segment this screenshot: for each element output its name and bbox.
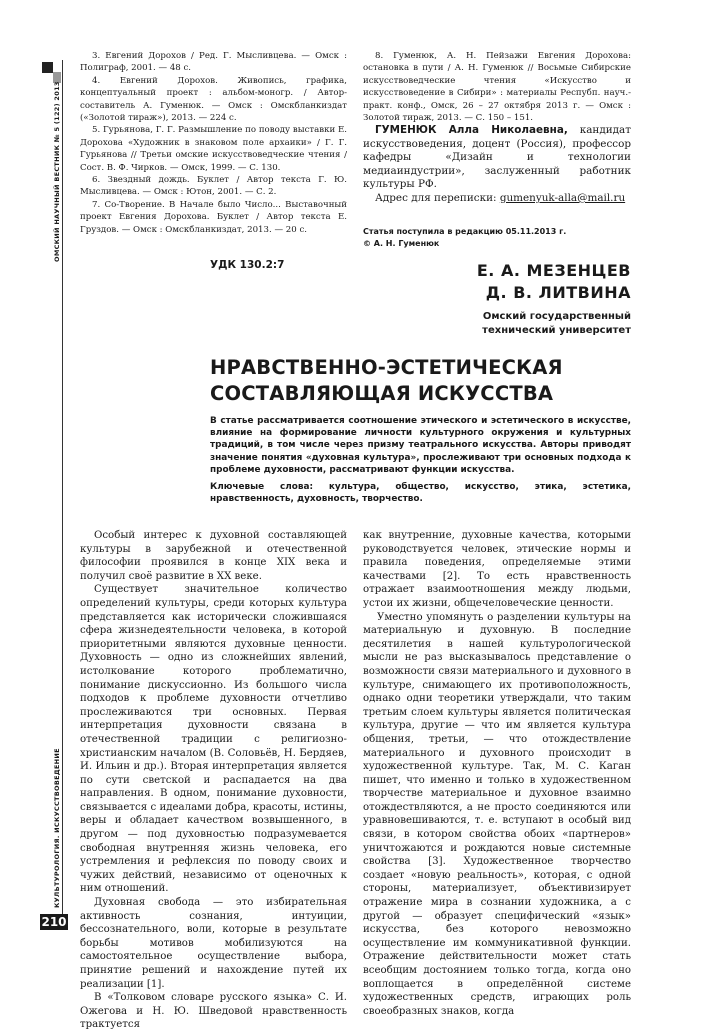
body-column-left xyxy=(80,529,347,1032)
authors xyxy=(400,260,631,304)
body-paragraph: В «Толковом словаре русского языка» С. И. Ожегова и Н. Ю. Шведовой нравственность трактуется xyxy=(80,992,347,1031)
affiliation-line: Омский государственный xyxy=(482,311,631,322)
reference-item: 7. Со-Творение. В Начале было Число... Выставочный проект Евгения Дорохова. Буклет / Автор текста Е. Груздов. — Омск : Омскбланкиздат, 2013. — 20 с. xyxy=(80,199,347,235)
udk-code: УДК 130.2:7 xyxy=(210,259,285,271)
affiliation xyxy=(400,310,631,338)
body-paragraph: Существует значительное количество определений культуры, среди которых культура представляется как исторически сложившаяся сфера жизнедеятельности человека, в которой приоритетными являются духовные ценности. Духовность — одно из сложнейших явлений, истолкование которого проблематично, понимание дискуссионно. Из большого числа подходов к проблеме духовности отчетливо прослеживаются три основных. Первая интерпретация духовности связана в отечественной традиции с религиозно-христианским началом (В. Соловьёв, Н. Бердяев, И. Ильин и др.). Вторая интерпретация является по сути светской и распадается на два направления. В одном, понимание духовности, связывается с идеалами добра, красоты, истины, веры и обладает качеством возвышенного, в другом — под духовностью подразумевается свободная внутренняя жизнь человека, его устремления и рефлексия по поводу своих и чужих действий, независимо от оценочных к ним отношений. xyxy=(80,584,347,895)
author-name: Д. В. ЛИТВИНА xyxy=(485,283,631,302)
sidebar-section: КУЛЬТУРОЛОГИЯ. ИСКУССТВОВЕДЕНИЕ xyxy=(53,748,61,908)
reference-item: 3. Евгений Дорохов / Ред. Г. Мысливцева. — Омск : Полиграф, 2001. — 48 с. xyxy=(80,51,347,74)
sidebar-rule xyxy=(62,60,63,930)
body-column-right xyxy=(363,529,631,1018)
title-line: СОСТАВЛЯЮЩАЯ ИСКУССТВА xyxy=(210,382,554,405)
author-name: Е. А. МЕЗЕНЦЕВ xyxy=(476,261,631,280)
body-paragraph: как внутренние, духовные качества, которыми руководствуется человек, этические нормы и правила поведения, определяемые этими качествами [2]. То есть нравственность отражает взаимоотношения между людьми, устои их жизни, общечеловеческие ценности. xyxy=(363,530,631,609)
body-paragraph: Особый интерес к духовной составляющей культуры в зарубежной и отечественной философии проявился в конце XIX века и получил своё развитие в XX веке. xyxy=(80,530,347,582)
keywords: Ключевые слова: культура, общество, искусство, этика, эстетика, нравственность, духовность, творчество. xyxy=(210,482,631,505)
copyright: © А. Н. Гуменюк xyxy=(363,239,440,248)
references-right xyxy=(363,50,631,124)
sidebar-journal: ОМСКИЙ НАУЧНЫЙ ВЕСТНИК № 5 (122) 2013 xyxy=(53,81,61,262)
reference-item: 5. Гурьянова, Г. Г. Размышление по поводу выставки Е. Дорохова «Художник в знаковом поле архаики» / Г. Г. Гурьянова // Третьи омские искусствоведческие чтения / Сост. В. Ф. Чирков. — Омск, 1999. — С. 130. xyxy=(80,125,347,173)
reference-item: 4. Евгений Дорохов. Живопись, графика, концептуальный проект : альбом-моногр. / Автор-составитель А. Гуменюк. — Омск : Омскбланкиздат («Золотой тираж»), 2013. — 224 с. xyxy=(80,75,347,124)
page-number: 210 xyxy=(41,915,67,929)
author-bio-text: кандидат искусствоведения, доцент (Россия), профессор кафедры «Дизайн и технологии медиаиндустрии», заслуженный работник культуры РФ. xyxy=(363,124,631,191)
body-paragraph: Уместно упомянуть о разделении культуры на материальную и духовную. В последние десятилетия в нашей культурологической мысли не раз высказывалось представление о возможности связи материального и духовного в культуре, снимающего их противоположность, однако одни теоретики утверждали, что таким третьим слоем культуры является политическая культура, другие — что им является культура общения, третьи, — что отождествление материального и духовного происходит в художественной культуре. Так, М. С. Каган пишет, что именно и только в художественном творчестве материальное и духовное взаимно отождествляются, а не просто соединяются или уравновешиваются, т. е. вступают в особый вид связи, в котором свойства обоих «партнеров» уничтожаются и рождаются новые системные свойства [3]. Художественное творчество создает «новую реальность», которая, с одной стороны, материализует, объективизирует отражение мира в сознании художника, а с другой — образует специфический «язык» искусства, без которого невозможно осуществление им коммуникативной функции. Отражение действительности может стать всеобщим достоянием только тогда, когда оно воплощается в определённой системе художественных средств, играющих роль своеобразных знаков, когда xyxy=(363,611,631,1017)
references-left xyxy=(80,50,347,236)
received-date: Статья поступила в редакцию 05.11.2013 г. xyxy=(363,227,567,236)
article-title xyxy=(210,355,640,407)
title-line: НРАВСТВЕННО-ЭСТЕТИЧЕСКАЯ xyxy=(210,356,563,379)
author-email-link[interactable]: gumenyuk-alla@mail.ru xyxy=(499,191,626,204)
abstract: В статье рассматривается соотношение этического и эстетического в искусстве, влияние на формирование личности культурного окружения и культурных традиций, в том числе через призму театрального искусства. Авторы приводят значение понятия «духовная культура», прослеживают три основных подхода к проблеме духовности, рассматривают функции искусства. xyxy=(210,416,631,475)
reference-item: 6. Звездный дождь. Буклет / Автор текста Г. Ю. Мысливцева. — Омск : Ютон, 2001. — С. 2. xyxy=(80,175,347,198)
address-label: Адрес для переписки: xyxy=(375,191,500,204)
author-bio xyxy=(363,124,631,206)
received-note xyxy=(363,226,631,250)
affiliation-line: технический университет xyxy=(482,325,631,336)
corner-marker-black xyxy=(42,62,53,73)
reference-item: 8. Гуменюк, А. Н. Пейзажи Евгения Дорохова: остановка в пути / А. Н. Гуменюк // Восьмые Сибирские искусствоведческие чтения «Искусство и искусствоведение в Сибири» : материалы Респубп. науч.-практ. конф., Омск, 26 – 27 октября 2013 г. — Омск : Золотой тираж, 2013. — С. 150 – 151. xyxy=(363,51,631,124)
body-paragraph: Духовная свобода — это избирательная активность сознания, интуиции, бессознательного, воли, которые в результате борьбы мотивов мобилизуются на самостоятельное осуществление выбора, принятие решений и нахождение путей их реализации [1]. xyxy=(80,897,347,990)
author-bio-name: ГУМЕНЮК Алла Николаевна, xyxy=(375,124,568,136)
